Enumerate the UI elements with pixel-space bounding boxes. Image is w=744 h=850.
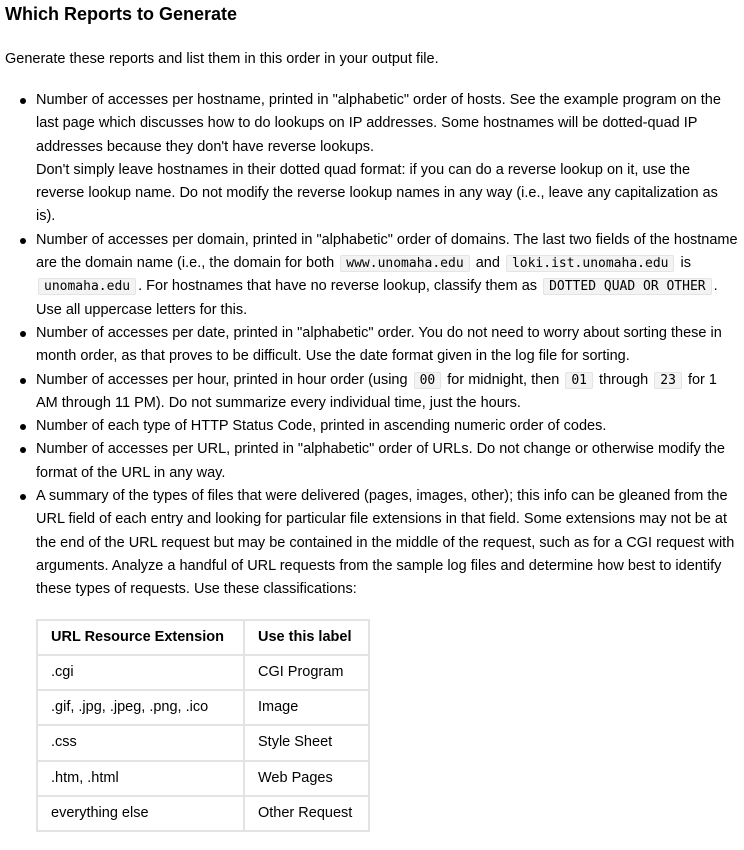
hostname-text: Number of accesses per hostname, printed in "alphabetic" order of hosts. See the example program on the last page which discusses how to do lookups on IP addresses. Some hostnames will be dotted-quad IP addresses because they don't have reverse lookups. [36,92,721,155]
list-item-status: Number of each type of HTTP Status Code, printed in ascending numeric order of codes. [36,415,738,438]
domain-text-1: Number of accesses per domain, printed in "alphabetic" order of domains. The last two fields of the hostname are the domain name (i.e., the domain for both [36,231,738,272]
table-cell-label: CGI Program [244,655,369,690]
code-dotted-quad: DOTTED QUAD OR OTHER [543,278,712,295]
list-item-date: Number of accesses per date, printed in "alphabetic" order. You do not need to worry about sorting these in month order, as that proves to be difficult. Use the date format given in the log file for sorting. [36,322,738,369]
list-item-summary [36,485,738,832]
hostname-note: Don't simply leave hostnames in their dotted quad format: if you can do a reverse lookup on it, use the reverse lookup name. Do not modify the reverse lookup names in any way (i.e., leave any capitalization as is). [36,161,718,225]
table-cell-label: Other Request [244,796,369,831]
table-row [37,725,369,760]
list-item-domain [36,229,738,322]
table-cell-label: Style Sheet [244,725,369,760]
code-loki-unomaha: loki.ist.unomaha.edu [506,255,675,272]
summary-text: A summary of the types of files that were delivered (pages, images, other); this info can be gleaned from the URL field of each entry and looking for particular file extensions in that field. Some extensions may not be at the end of the URL request but may be contained in the middle of the request, such as for a CGI request with arguments. Analyze a handful of URL requests from the sample log files and determine how best to identify these types of requests. Use these classifications: [36,488,735,598]
page-heading: Which Reports to Generate [5,4,238,24]
column-header-label: Use this label [244,620,369,655]
table-cell-label: Image [244,690,369,725]
table-header-row [37,620,369,655]
column-header-extension: URL Resource Extension [37,620,244,655]
report-list [5,89,738,832]
table-row [37,655,369,690]
table-row [37,796,369,831]
intro-paragraph: Generate these reports and list them in this order in your output file. [5,51,439,67]
table-cell-extension: .cgi [37,655,244,690]
code-23: 23 [654,372,682,389]
domain-text-5: . Use all uppercase letters for this. [36,278,718,318]
list-item-hour [36,369,738,416]
domain-text-3: is [680,255,691,272]
table-cell-extension: .css [37,725,244,760]
table-cell-extension: everything else [37,796,244,831]
table-cell-extension: .htm, .html [37,761,244,796]
code-01: 01 [565,372,593,389]
table-cell-label: Web Pages [244,761,369,796]
table-row [37,761,369,796]
table-cell-extension: .gif, .jpg, .jpeg, .png, .ico [37,690,244,725]
domain-text-2: and [475,255,500,272]
code-unomaha: unomaha.edu [38,278,136,295]
list-item-url: Number of accesses per URL, printed in "alphabetic" order of URLs. Do not change or otherwise modify the format of the URL in any way. [36,438,738,485]
table-row [37,690,369,725]
classification-table [36,619,370,833]
code-www-unomaha: www.unomaha.edu [340,255,469,272]
hour-text-3: through [599,371,649,388]
hour-text-2: for midnight, then [447,371,560,388]
hour-text-1: Number of accesses per hour, printed in hour order (using [36,371,408,388]
domain-text-4: . For hostnames that have no reverse lookup, classify them as [138,278,538,295]
list-item-hostname [36,89,738,229]
hour-text-4: for 1 AM through 11 PM). Do not summarize every individual time, just the hours. [36,371,717,411]
code-00: 00 [414,372,442,389]
